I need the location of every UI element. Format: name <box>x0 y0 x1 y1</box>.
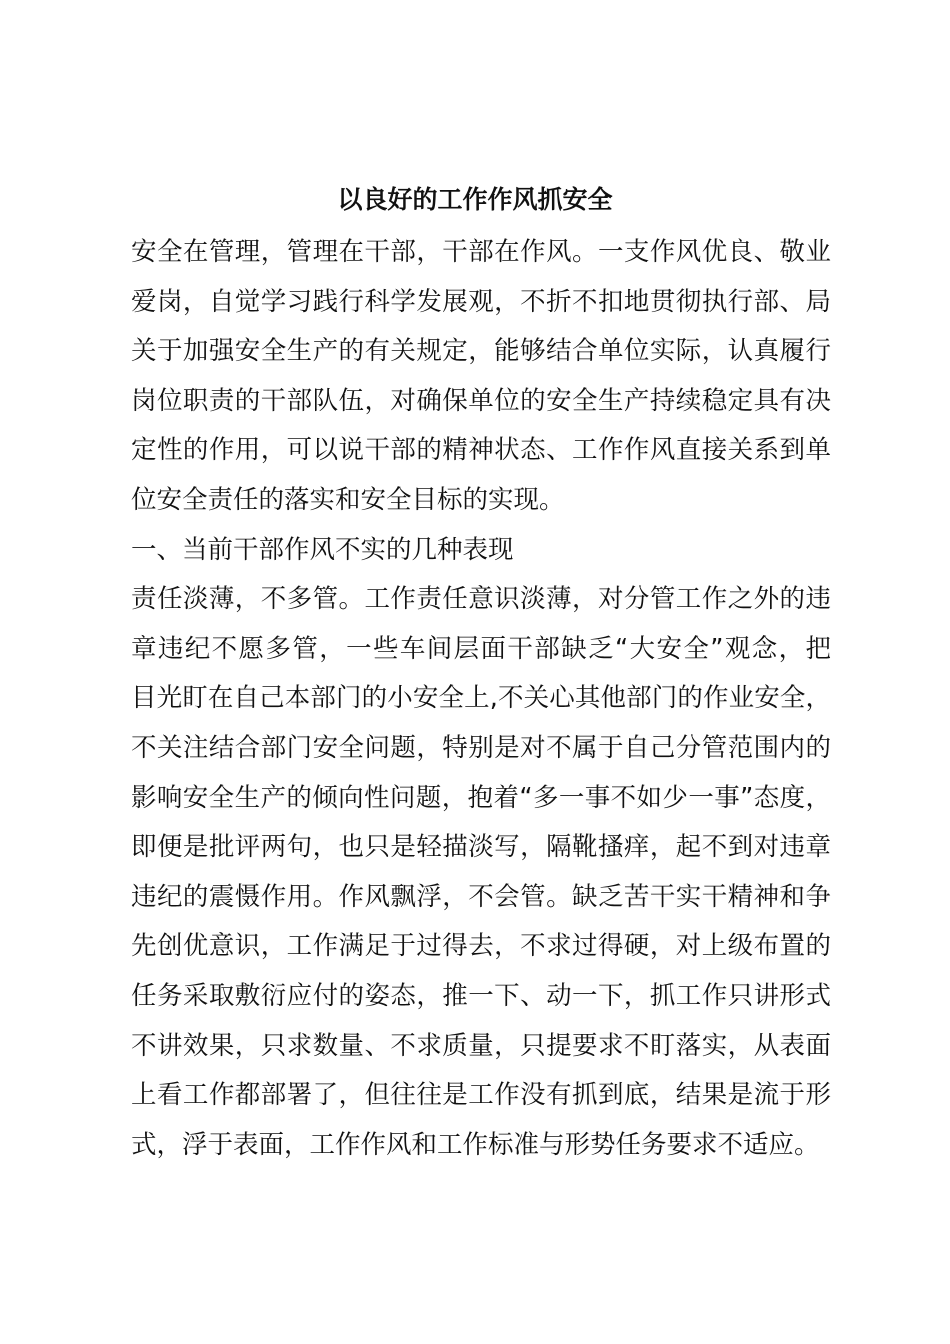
text-line: 岗位职责的干部队伍，对确保单位的安全生产持续稳定具有决 <box>131 385 831 416</box>
section-heading: 一、当前干部作风不实的几种表现 <box>131 534 514 565</box>
document-title: 以良好的工作作风抓安全 <box>337 185 613 214</box>
text-line: 爱岗，自觉学习践行科学发展观，不折不扣地贯彻执行部、局 <box>131 286 831 317</box>
text-line: 上看工作都部署了，但往往是工作没有抓到底，结果是流于形 <box>131 1080 831 1111</box>
document-body <box>131 228 831 1170</box>
text-line: 关于加强安全生产的有关规定，能够结合单位实际，认真履行 <box>131 336 831 367</box>
text-line: 不讲效果，只求数量、不求质量，只提要求不盯落实，从表面 <box>131 1030 831 1061</box>
text-line: 式，浮于表面，工作作风和工作标准与形势任务要求不适应。 <box>131 1129 820 1160</box>
text-line: 影响安全生产的倾向性问题，抱着“多一事不如少一事”态度， <box>131 782 831 813</box>
text-line: 不关注结合部门安全问题，特别是对不属于自己分管范围内的 <box>131 732 831 763</box>
text-line: 违纪的震慑作用。作风飘浮，不会管。缺乏苦干实干精神和争 <box>131 881 831 912</box>
text-line: 定性的作用，可以说干部的精神状态、工作作风直接关系到单 <box>131 435 831 466</box>
text-line: 责任淡薄，不多管。工作责任意识淡薄，对分管工作之外的违 <box>131 584 831 615</box>
text-line: 目光盯在自己本部门的小安全上,不关心其他部门的作业安全， <box>131 683 831 714</box>
text-line: 先创优意识，工作满足于过得去，不求过得硬，对上级布置的 <box>131 931 831 962</box>
text-line: 安全在管理，管理在干部，干部在作风。一支作风优良、敬业 <box>131 237 831 267</box>
text-line: 章违纪不愿多管，一些车间层面干部缺乏“大安全”观念，把 <box>131 633 831 664</box>
text-line: 即便是批评两句，也只是轻描淡写，隔靴搔痒，起不到对违章 <box>131 832 831 863</box>
text-line: 位安全责任的落实和安全目标的实现。 <box>131 484 565 515</box>
text-line: 任务采取敷衍应付的姿态，推一下、动一下，抓工作只讲形式 <box>131 980 831 1011</box>
